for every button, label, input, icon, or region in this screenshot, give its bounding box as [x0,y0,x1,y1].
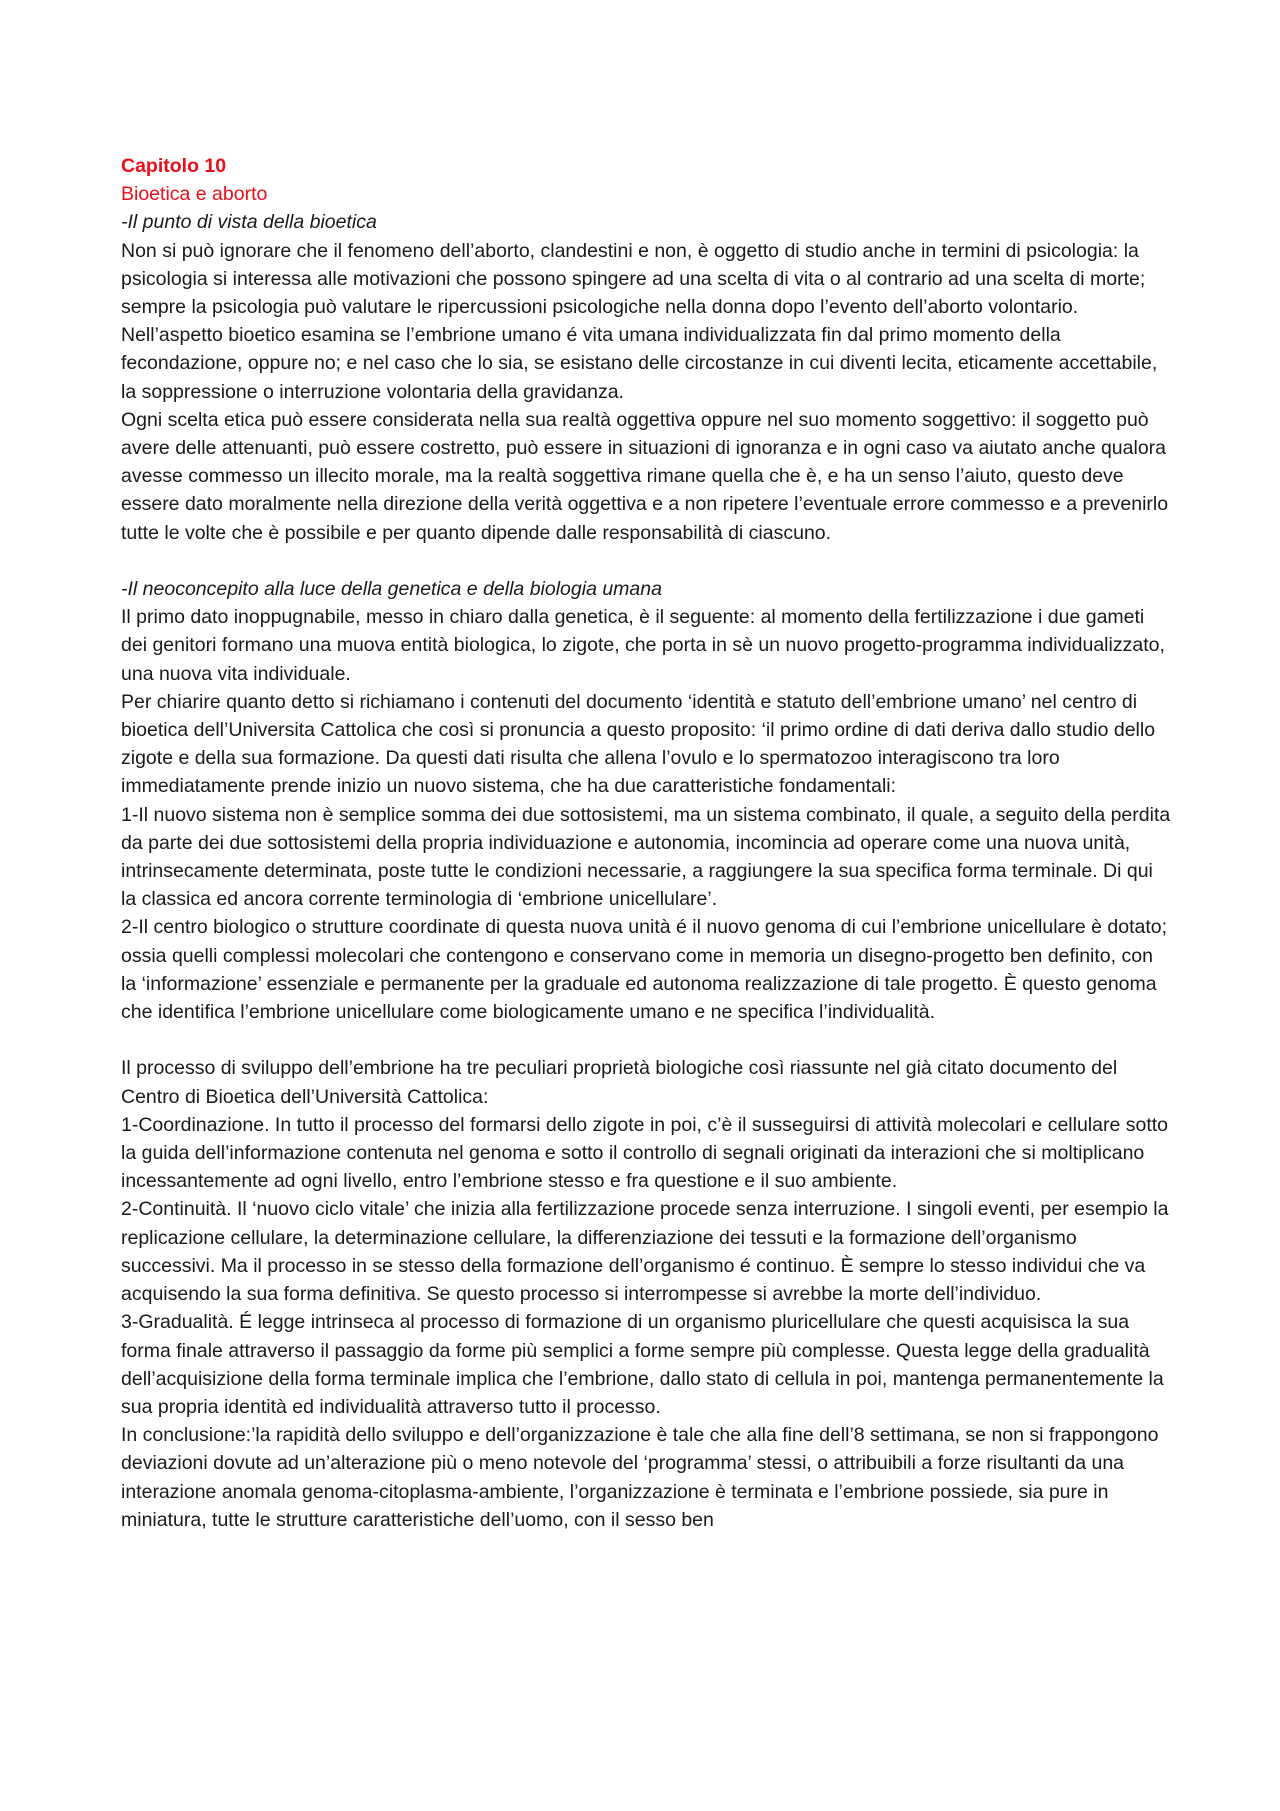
section-heading-bioetica: -Il punto di vista della bioetica [121,211,377,234]
paragraph: Ogni scelta etica può essere considerata nella sua realtà oggettiva oppure nel suo momento soggettivo: il soggetto può avere delle attenuanti, può essere costretto, può essere in situazioni di ignoranza e in ogni caso va aiutato anche qualora avesse commesso un illecito morale, ma la realtà soggettiva rimane quella che è, e ha un senso l’aiuto, questo deve essere dato moralmente nella direzione della verità oggettiva e a non ripetere l’eventuale errore commesso e a prevenirlo tutte le volte che è possibile e per quanto dipende dalle responsabilità di ciascuno. [121,408,1169,544]
list-item: 2-Continuità. Il ‘nuovo ciclo vitale’ che inizia alla fertilizzazione procede senza interruzione. I singoli eventi, per esempio la replicazione cellulare, la determinazione cellulare, la differenziazione dei tessuti e la formazione dell’organismo successivi. Ma il processo in se stesso della formazione dell’organismo é continuo. È sempre lo stesso individui che va acquisendo la sua forma definitiva. Se questo processo si interrompesse si avrebbe la morte dell’individuo. [121,1198,1169,1306]
list-item: 3-Gradualità. É legge intrinseca al processo di formazione di un organismo pluricellulare che questi acquisisca la sua forma finale attraverso il passaggio da forme più semplici a forme sempre più complesse. Questa legge della gradualità dell’acquisizione della forma terminale implica che l’embrione, dallo stato di cellula in poi, mantenga permanentemente la sua propria identità ed individualità attraverso tutto il processo. [121,1311,1164,1418]
list-item: 1-Il nuovo sistema non è semplice somma dei due sottosistemi, ma un sistema combinato, il quale, a seguito della perdita da parte dei due sottosistemi della propria individuazione e autonomia, incomincia ad operare come una nuova unità, intrinsecamente determinata, poste tutte le condizioni necessarie, a raggiungere la sua specifica forma terminale. Di qui la classica ed ancora corrente terminologia di ‘embrione unicellulare’. [121,803,1171,911]
paragraph: Per chiarire quanto detto si richiamano i contenuti del documento ‘identità e statuto dell’embrione umano’ nel centro di bioetica dell’Universita Cattolica che così si pronuncia a questo proposito: ‘il primo ordine di dati deriva dallo studio dello zigote e della sua formazione. Da questi dati risulta che allena l’ovulo e lo spermatozoo interagiscono tra loro immediatamente prende inizio un nuovo sistema, che ha due caratteristiche fondamentali: [121,690,1156,798]
chapter-subtitle: Bioetica e aborto [121,183,268,206]
paragraph: In conclusione:’la rapidità dello sviluppo e dell’organizzazione è tale che alla fine dell’8 settimana, se non si frappongono deviazioni dovute ad un’alterazione più o meno notevole del ‘programma’ stessi, o attribuibili a forze risultanti da una interazione anomala genoma-citoplasma-ambiente, l’organizzazione è terminata e l’embrione possiede, sia pure in miniatura, tutte le strutture caratteristiche dell’uomo, con il sesso ben [121,1424,1159,1531]
document-page [121,152,1171,1534]
section-heading-neoconcepito: -Il neoconcepito alla luce della genetica e della biologia umana [121,578,662,601]
list-item: 2-Il centro biologico o strutture coordinate di questa nuova unità é il nuovo genoma di cui l’embrione unicellulare è dotato; ossia quelli complessi molecolari che contengono e conservano come in memoria un disegno-progetto ben definito, con la ‘informazione’ essenziale e permanente per la graduale ed autonoma realizzazione di tale progetto. È questo genoma che identifica l’embrione unicellulare come biologicamente umano e ne specifica l’individualità. [121,916,1168,1024]
paragraph: Non si può ignorare che il fenomeno dell’aborto, clandestini e non, è oggetto di studio anche in termini di psicologia: la psicologia si interessa alle motivazioni che possono spingere ad una scelta di vita o al contrario ad una scelta di morte; sempre la psicologia può valutare le ripercussioni psicologiche nella donna dopo l’evento dell’aborto volontario. [121,239,1146,319]
paragraph-spacer [121,547,1171,575]
paragraph: Il processo di sviluppo dell’embrione ha tre peculiari proprietà biologiche così riassunte nel già citato documento del Centro di Bioetica dell’Università Cattolica: [121,1057,1118,1108]
chapter-title: Capitolo 10 [121,155,227,177]
paragraph-spacer [121,1026,1171,1054]
list-item: 1-Coordinazione. In tutto il processo del formarsi dello zigote in poi, c’è il susseguirsi di attività molecolari e cellulare sotto la guida dell’informazione contenuta nel genoma e sotto il controllo di segnali originati da interazioni che si moltiplicano incessantemente ad ogni livello, entro l’embrione stesso e fra questione e il suo ambiente. [121,1113,1169,1193]
paragraph: Nell’aspetto bioetico esamina se l’embrione umano é vita umana individualizzata fin dal primo momento della fecondazione, oppure no; e nel caso che lo sia, se esistano delle circostanze in cui diventi lecita, eticamente accettabile, la soppressione o interruzione volontaria della gravidanza. [121,324,1158,403]
paragraph: Il primo dato inoppugnabile, messo in chiaro dalla genetica, è il seguente: al momento della fertilizzazione i due gameti dei genitori formano una muova entità biologica, lo zigote, che porta in sè un nuovo progetto-programma individualizzato, una nuova vita individuale. [121,606,1165,685]
